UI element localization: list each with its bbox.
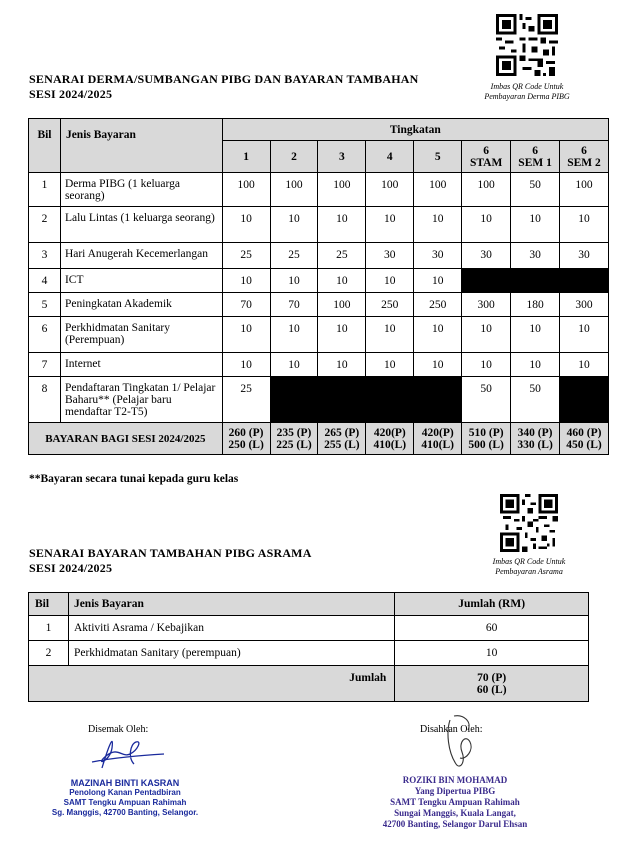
- amount-cell: 10: [511, 317, 560, 353]
- amount-cell: 300: [560, 293, 609, 317]
- left-signature-icon: [72, 718, 172, 778]
- amount-cell: 10: [414, 207, 462, 243]
- amount-cell: 10: [511, 353, 560, 377]
- left-name: MAZINAH BINTI KASRAN: [70, 778, 180, 788]
- row-jenis: Aktiviti Asrama / Kebajikan: [68, 616, 394, 641]
- col-bil-header: Bil: [29, 119, 61, 173]
- not-applicable-cell: [511, 269, 560, 293]
- table-row: [29, 269, 609, 293]
- amount-cell: 10: [366, 317, 414, 353]
- amount-cell: 50: [462, 377, 511, 423]
- amount-cell: 100: [318, 173, 366, 207]
- total-label: BAYARAN BAGI SESI 2024/2025: [29, 423, 223, 455]
- left-line4: Sg. Manggis, 42700 Banting, Selangor.: [51, 808, 199, 817]
- amount-cell: 10: [318, 269, 366, 293]
- amount-cell: 100: [560, 173, 609, 207]
- qr-caption-line1: Imbas QR Code Untuk: [490, 82, 564, 91]
- qr-caption-pibg: [470, 82, 584, 102]
- right-signature-icon: [420, 712, 500, 774]
- row-jenis: ICT: [60, 269, 222, 293]
- table-row: [29, 173, 609, 207]
- amount-cell: 10: [318, 353, 366, 377]
- amount-cell: 10: [270, 207, 318, 243]
- right-line3: SAMT Tengku Ampuan Rahimah: [390, 797, 520, 807]
- table-body: [29, 173, 609, 423]
- amount-cell: 100: [462, 173, 511, 207]
- table-row: [29, 377, 609, 423]
- amount-cell: 100: [270, 173, 318, 207]
- amount-cell: 10: [222, 353, 270, 377]
- level-header: 4: [366, 141, 414, 173]
- not-applicable-cell: [414, 377, 462, 423]
- table-row: [29, 616, 589, 641]
- row-jumlah: 60: [395, 616, 589, 641]
- section2-title-line1: SENARAI BAYARAN TAMBAHAN PIBG ASRAMA: [29, 546, 312, 560]
- not-applicable-cell: [462, 269, 511, 293]
- title-line1: SENARAI DERMA/SUMBANGAN PIBG DAN BAYARAN TAMBAHAN: [29, 72, 419, 86]
- table-row: [29, 317, 609, 353]
- not-applicable-cell: [270, 377, 318, 423]
- row-bil: 3: [29, 243, 61, 269]
- col-jumlah-header: Jumlah (RM): [395, 593, 589, 616]
- not-applicable-cell: [366, 377, 414, 423]
- amount-cell: 10: [366, 353, 414, 377]
- amount-cell: 10: [318, 317, 366, 353]
- right-name: ROZIKI BIN MOHAMAD: [402, 775, 508, 785]
- row-jenis: Peningkatan Akademik: [60, 293, 222, 317]
- row-jenis: Internet: [60, 353, 222, 377]
- right-line2: Yang Dipertua PIBG: [414, 786, 496, 796]
- row-bil: 6: [29, 317, 61, 353]
- level-header: 6 STAM: [462, 141, 511, 173]
- amount-cell: 10: [222, 207, 270, 243]
- cash-note: **Bayaran secara tunai kepada guru kelas: [29, 473, 239, 485]
- qr-code-asrama[interactable]: [500, 494, 558, 552]
- right-sign-label: Disahkan Oleh:: [420, 724, 483, 735]
- total-cell: 260 (P) 250 (L): [222, 423, 270, 455]
- row-bil: 8: [29, 377, 61, 423]
- table-row: [29, 243, 609, 269]
- row-bil: 7: [29, 353, 61, 377]
- total-cell: 510 (P) 500 (L): [462, 423, 511, 455]
- total-cell: 340 (P) 330 (L): [511, 423, 560, 455]
- amount-cell: 250: [366, 293, 414, 317]
- amount-cell: 10: [414, 317, 462, 353]
- row-bil: 2: [29, 207, 61, 243]
- pibg-fee-table: [28, 118, 609, 455]
- left-line2: Penolong Kanan Pentadbiran: [69, 788, 181, 797]
- level-header: 5: [414, 141, 462, 173]
- row-bil: 2: [29, 641, 69, 666]
- total-cell: 235 (P) 225 (L): [270, 423, 318, 455]
- amount-cell: 10: [414, 353, 462, 377]
- amount-cell: 10: [462, 353, 511, 377]
- amount-cell: 30: [414, 243, 462, 269]
- table-row: [29, 293, 609, 317]
- level-header: 2: [270, 141, 318, 173]
- amount-cell: 30: [462, 243, 511, 269]
- amount-cell: 10: [560, 353, 609, 377]
- total-label: Jumlah: [29, 666, 395, 702]
- amount-cell: 30: [560, 243, 609, 269]
- col-jenis-header: Jenis Bayaran: [68, 593, 394, 616]
- document-title: [29, 72, 419, 102]
- amount-cell: 25: [222, 243, 270, 269]
- right-line4: Sungai Manggis, Kuala Langat,: [394, 808, 516, 818]
- total-row: [29, 423, 609, 455]
- amount-cell: 10: [270, 353, 318, 377]
- section2-title: [29, 546, 312, 576]
- total-value: 70 (P) 60 (L): [395, 666, 589, 702]
- level-header: 3: [318, 141, 366, 173]
- left-stamp: [40, 778, 210, 818]
- col-tingkatan-header: Tingkatan: [222, 119, 608, 141]
- col-jenis-header: Jenis Bayaran: [60, 119, 222, 173]
- amount-cell: 70: [222, 293, 270, 317]
- amount-cell: 10: [222, 317, 270, 353]
- amount-cell: 10: [511, 207, 560, 243]
- amount-cell: 10: [462, 317, 511, 353]
- row-jumlah: 10: [395, 641, 589, 666]
- amount-cell: 10: [414, 269, 462, 293]
- amount-cell: 10: [366, 207, 414, 243]
- amount-cell: 100: [366, 173, 414, 207]
- amount-cell: 50: [511, 173, 560, 207]
- amount-cell: 180: [511, 293, 560, 317]
- table-row: [29, 207, 609, 243]
- total-cell: 265 (P) 255 (L): [318, 423, 366, 455]
- row-jenis: Derma PIBG (1 keluarga seorang): [60, 173, 222, 207]
- row-bil: 4: [29, 269, 61, 293]
- amount-cell: 30: [366, 243, 414, 269]
- qr-code-icon: [496, 14, 558, 76]
- right-stamp: [355, 775, 555, 830]
- asrama-fee-table: [28, 592, 589, 702]
- qr-caption-asrama: [474, 557, 584, 577]
- qr-code-pibg[interactable]: [496, 14, 558, 76]
- amount-cell: 100: [222, 173, 270, 207]
- qr-caption-line2: Pembayaran Asrama: [495, 567, 563, 576]
- amount-cell: 25: [318, 243, 366, 269]
- table-row: [29, 641, 589, 666]
- amount-cell: 10: [270, 269, 318, 293]
- amount-cell: 100: [414, 173, 462, 207]
- qr-caption-line2: Pembayaran Derma PIBG: [484, 92, 570, 101]
- not-applicable-cell: [560, 269, 609, 293]
- amount-cell: 25: [222, 377, 270, 423]
- section2-title-line2: SESI 2024/2025: [29, 561, 113, 575]
- amount-cell: 70: [270, 293, 318, 317]
- table-row: [29, 353, 609, 377]
- amount-cell: 10: [366, 269, 414, 293]
- not-applicable-cell: [318, 377, 366, 423]
- amount-cell: 100: [318, 293, 366, 317]
- row-bil: 5: [29, 293, 61, 317]
- row-jenis: Perkhidmatan Sanitary (Perempuan): [60, 317, 222, 353]
- table-body: [29, 616, 589, 666]
- qr-caption-line1: Imbas QR Code Untuk: [492, 557, 566, 566]
- amount-cell: 30: [511, 243, 560, 269]
- left-line3: SAMT Tengku Ampuan Rahimah: [63, 798, 187, 807]
- not-applicable-cell: [560, 377, 609, 423]
- level-header: 6 SEM 1: [511, 141, 560, 173]
- amount-cell: 10: [560, 317, 609, 353]
- total-cell: 420(P) 410(L): [366, 423, 414, 455]
- amount-cell: 300: [462, 293, 511, 317]
- amount-cell: 250: [414, 293, 462, 317]
- row-bil: 1: [29, 173, 61, 207]
- amount-cell: 10: [462, 207, 511, 243]
- row-jenis: Lalu Lintas (1 keluarga seorang): [60, 207, 222, 243]
- amount-cell: 10: [222, 269, 270, 293]
- col-bil-header: Bil: [29, 593, 69, 616]
- level-header: 1: [222, 141, 270, 173]
- row-jenis: Perkhidmatan Sanitary (perempuan): [68, 641, 394, 666]
- level-header: 6 SEM 2: [560, 141, 609, 173]
- row-jenis: Pendaftaran Tingkatan 1/ Pelajar Baharu** (Pelajar baru mendaftar T2-T5): [60, 377, 222, 423]
- amount-cell: 10: [318, 207, 366, 243]
- amount-cell: 25: [270, 243, 318, 269]
- left-sign-label: Disemak Oleh:: [88, 724, 149, 735]
- amount-cell: 10: [560, 207, 609, 243]
- title-line2: SESI 2024/2025: [29, 87, 113, 101]
- row-bil: 1: [29, 616, 69, 641]
- amount-cell: 10: [270, 317, 318, 353]
- qr-code-icon: [500, 494, 558, 552]
- row-jenis: Hari Anugerah Kecemerlangan: [60, 243, 222, 269]
- amount-cell: 50: [511, 377, 560, 423]
- total-cell: 420(P) 410(L): [414, 423, 462, 455]
- right-line5: 42700 Banting, Selangor Darul Ehsan: [382, 819, 528, 829]
- total-cell: 460 (P) 450 (L): [560, 423, 609, 455]
